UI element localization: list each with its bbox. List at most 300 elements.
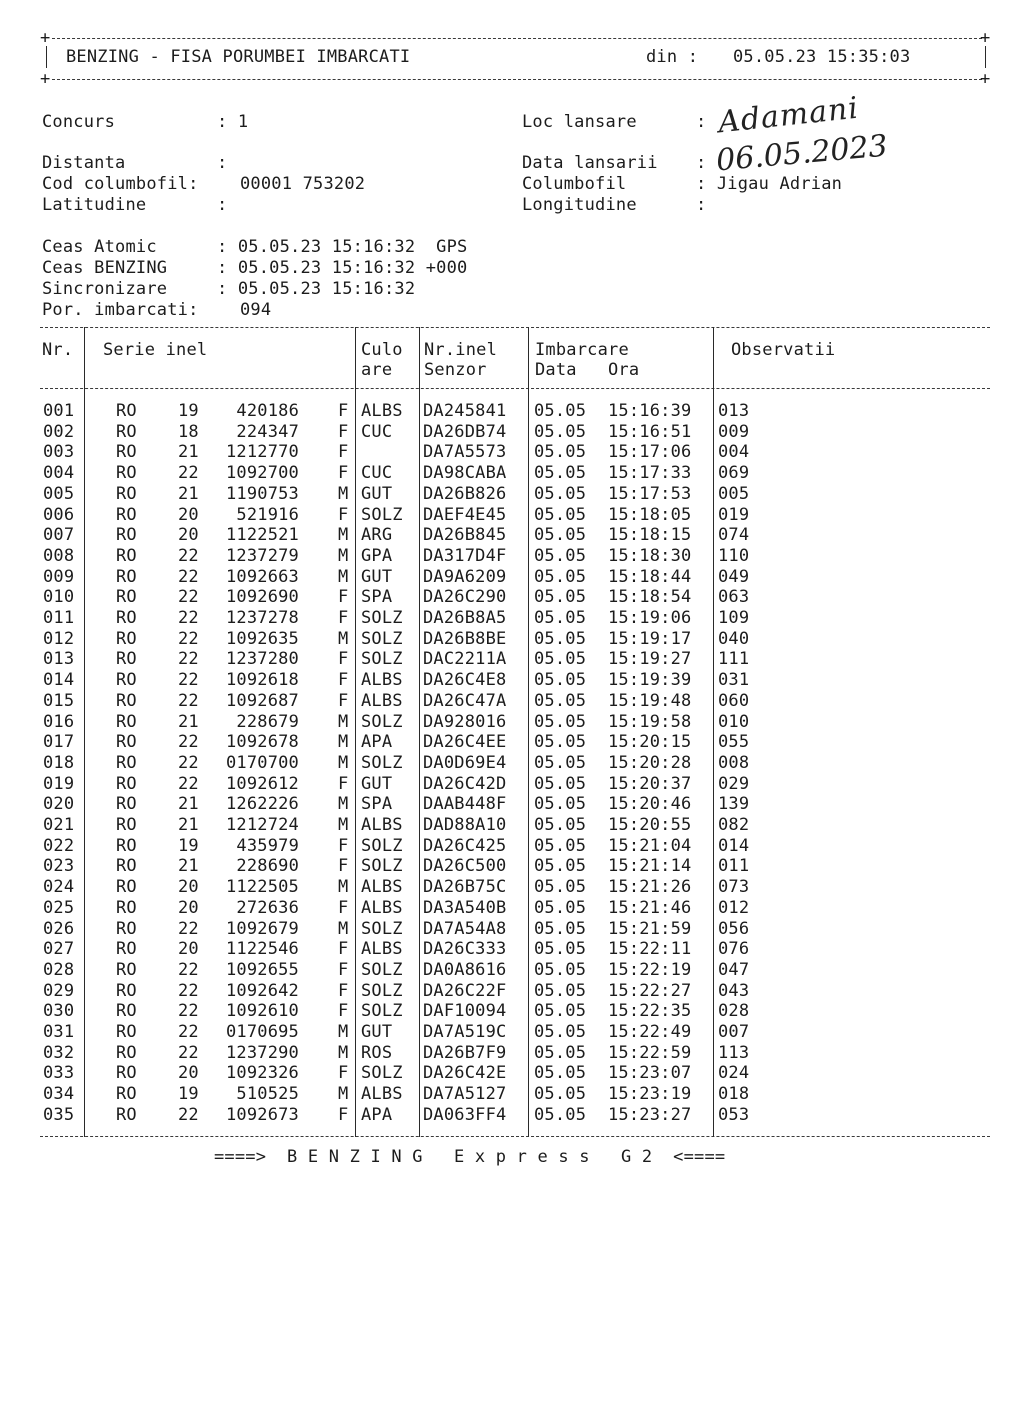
- row-sex: M: [338, 815, 349, 835]
- row-ring-number: 435979: [236, 835, 299, 856]
- latitudine-value: :: [217, 195, 228, 215]
- concurs-value: : 1: [217, 112, 249, 132]
- row-nr: 028: [43, 959, 75, 980]
- col-header-serie-inel: Serie inel: [103, 340, 208, 360]
- columbofil-label: Columbofil: [522, 174, 627, 194]
- row-sex: F: [338, 959, 349, 980]
- row-time: 15:19:27: [608, 649, 692, 670]
- row-country: RO: [116, 442, 137, 463]
- row-date: 05.05: [534, 835, 587, 856]
- row-color: ARG: [361, 525, 393, 546]
- porumbei-imbarcati-label: Por. imbarcati:: [42, 300, 199, 320]
- row-obs: 013: [718, 401, 750, 421]
- row-country: RO: [116, 1001, 137, 1022]
- row-ring-number: 1092635: [225, 628, 299, 649]
- row-sex: F: [338, 773, 349, 794]
- row-date: 05.05: [534, 690, 587, 711]
- loc-lansare-label: Loc lansare: [522, 112, 637, 132]
- row-sensor: DA063FF4: [423, 1104, 507, 1125]
- row-time: 15:19:58: [608, 711, 692, 732]
- row-nr: 008: [43, 545, 75, 566]
- row-year: 20: [178, 877, 199, 898]
- row-ring-number: 0170700: [225, 752, 299, 773]
- row-ring-number: 1092663: [225, 566, 299, 587]
- row-year: 22: [178, 980, 199, 1001]
- row-obs: 014: [718, 835, 750, 856]
- cod-columbofil-label: Cod columbofil:: [42, 174, 199, 194]
- row-sex: M: [338, 794, 349, 815]
- row-country: RO: [116, 401, 137, 421]
- row-date: 05.05: [534, 959, 587, 980]
- row-nr: 020: [43, 794, 75, 815]
- row-ring-number: 1092700: [225, 463, 299, 484]
- row-sex: M: [338, 525, 349, 546]
- row-year: 21: [178, 711, 199, 732]
- footer-banner: ====> B E N Z I N G E x p r e s s G 2 <====: [214, 1147, 726, 1167]
- row-sensor: DA26B8A5: [423, 608, 507, 628]
- table-row: [0, 1043, 1024, 1064]
- row-sex: M: [338, 877, 349, 898]
- row-ring-number: 1190753: [225, 483, 299, 504]
- row-color: GUT: [361, 566, 393, 587]
- row-color: SOLZ: [361, 608, 403, 628]
- row-country: RO: [116, 587, 137, 608]
- table-row: [0, 898, 1024, 919]
- col-header-culoare: Culo: [361, 340, 403, 360]
- row-date: 05.05: [534, 670, 587, 691]
- row-ring-number: 224347: [236, 421, 299, 442]
- latitudine-label: Latitudine: [42, 195, 147, 215]
- concurs-label: Concurs: [42, 112, 116, 132]
- row-sex: M: [338, 1084, 349, 1105]
- row-sex: M: [338, 711, 349, 732]
- row-year: 21: [178, 856, 199, 877]
- row-sensor: DA26C290: [423, 587, 507, 608]
- row-ring-number: 1092642: [225, 980, 299, 1001]
- row-nr: 010: [43, 587, 75, 608]
- row-ring-number: 1092687: [225, 690, 299, 711]
- row-time: 15:21:46: [608, 897, 692, 918]
- row-date: 05.05: [534, 732, 587, 753]
- row-year: 21: [178, 794, 199, 815]
- row-obs: 043: [718, 980, 750, 1001]
- col-header-observatii: Observatii: [731, 340, 836, 360]
- row-date: 05.05: [534, 752, 587, 773]
- row-sensor: DA26C500: [423, 856, 507, 877]
- row-ring-number: 510525: [236, 1084, 299, 1105]
- row-date: 05.05: [534, 401, 587, 421]
- row-time: 15:17:33: [608, 463, 692, 484]
- row-sex: M: [338, 545, 349, 566]
- row-time: 15:20:15: [608, 732, 692, 753]
- row-sex: F: [338, 401, 349, 421]
- row-color: SOLZ: [361, 1063, 403, 1084]
- row-nr: 002: [43, 421, 75, 442]
- row-sensor: DA0D69E4: [423, 752, 507, 773]
- row-time: 15:21:04: [608, 835, 692, 856]
- row-country: RO: [116, 980, 137, 1001]
- row-sex: F: [338, 1063, 349, 1084]
- row-obs: 028: [718, 1001, 750, 1022]
- row-year: 22: [178, 773, 199, 794]
- row-color: ROS: [361, 1042, 393, 1063]
- row-color: SOLZ: [361, 980, 403, 1001]
- row-time: 15:18:15: [608, 525, 692, 546]
- row-obs: 082: [718, 815, 750, 835]
- row-ring-number: 1122505: [225, 877, 299, 898]
- row-ring-number: 272636: [236, 897, 299, 918]
- row-country: RO: [116, 1084, 137, 1105]
- row-ring-number: 1092610: [225, 1001, 299, 1022]
- row-obs: 113: [718, 1042, 750, 1063]
- row-sensor: DA26C425: [423, 835, 507, 856]
- row-nr: 007: [43, 525, 75, 546]
- row-sensor: DAC2211A: [423, 649, 507, 670]
- row-country: RO: [116, 815, 137, 835]
- row-color: ALBS: [361, 939, 403, 960]
- row-nr: 009: [43, 566, 75, 587]
- loc-lansare-handwritten: Adamani: [716, 90, 861, 141]
- row-obs: 029: [718, 773, 750, 794]
- row-time: 15:16:51: [608, 421, 692, 442]
- row-sensor: DA26C42E: [423, 1063, 507, 1084]
- row-country: RO: [116, 1022, 137, 1042]
- row-time: 15:23:27: [608, 1104, 692, 1125]
- row-time: 15:22:35: [608, 1001, 692, 1022]
- row-year: 20: [178, 939, 199, 960]
- row-year: 22: [178, 608, 199, 628]
- row-sensor: DA26C333: [423, 939, 507, 960]
- row-date: 05.05: [534, 483, 587, 504]
- row-color: APA: [361, 732, 393, 753]
- row-color: GUT: [361, 483, 393, 504]
- row-color: ALBS: [361, 670, 403, 691]
- row-ring-number: 1237279: [225, 545, 299, 566]
- row-nr: 035: [43, 1104, 75, 1125]
- table-row: [0, 919, 1024, 940]
- row-year: 22: [178, 1042, 199, 1063]
- row-sex: F: [338, 897, 349, 918]
- row-country: RO: [116, 421, 137, 442]
- row-ring-number: 1237280: [225, 649, 299, 670]
- porumbei-imbarcati-value: 094: [240, 300, 272, 320]
- row-obs: 018: [718, 1084, 750, 1105]
- longitudine-value: :: [696, 195, 707, 215]
- row-year: 22: [178, 566, 199, 587]
- row-ring-number: 228690: [236, 856, 299, 877]
- row-nr: 034: [43, 1084, 75, 1105]
- page-title: BENZING - FISA PORUMBEI IMBARCATI: [66, 47, 411, 67]
- row-color: SOLZ: [361, 628, 403, 649]
- table-row: [0, 753, 1024, 774]
- row-time: 15:22:11: [608, 939, 692, 960]
- row-nr: 029: [43, 980, 75, 1001]
- row-country: RO: [116, 897, 137, 918]
- row-year: 22: [178, 918, 199, 939]
- row-time: 15:18:54: [608, 587, 692, 608]
- row-year: 22: [178, 649, 199, 670]
- row-country: RO: [116, 959, 137, 980]
- row-obs: 011: [718, 856, 750, 877]
- row-date: 05.05: [534, 421, 587, 442]
- table-row: [0, 608, 1024, 629]
- table-row: [0, 546, 1024, 567]
- row-date: 05.05: [534, 856, 587, 877]
- row-date: 05.05: [534, 794, 587, 815]
- row-sensor: DA26B7F9: [423, 1042, 507, 1063]
- row-time: 15:23:07: [608, 1063, 692, 1084]
- row-date: 05.05: [534, 815, 587, 835]
- row-sex: F: [338, 690, 349, 711]
- row-country: RO: [116, 690, 137, 711]
- row-country: RO: [116, 525, 137, 546]
- din-timestamp: 05.05.23 15:35:03: [733, 47, 911, 67]
- row-color: SOLZ: [361, 959, 403, 980]
- row-obs: 009: [718, 421, 750, 442]
- ceas-benzing-value: : 05.05.23 15:16:32 +000: [217, 258, 468, 278]
- row-sensor: DA26B826: [423, 483, 507, 504]
- row-country: RO: [116, 504, 137, 525]
- row-sex: M: [338, 1042, 349, 1063]
- row-color: ALBS: [361, 897, 403, 918]
- header-bottom-border-end: +: [980, 69, 991, 89]
- row-color: GPA: [361, 545, 393, 566]
- row-nr: 003: [43, 442, 75, 463]
- row-year: 22: [178, 1022, 199, 1042]
- row-obs: 007: [718, 1022, 750, 1042]
- row-country: RO: [116, 711, 137, 732]
- row-year: 20: [178, 1063, 199, 1084]
- row-sensor: DA26B845: [423, 525, 507, 546]
- row-year: 22: [178, 1001, 199, 1022]
- row-sex: M: [338, 752, 349, 773]
- row-obs: 019: [718, 504, 750, 525]
- row-country: RO: [116, 483, 137, 504]
- row-date: 05.05: [534, 608, 587, 628]
- row-sensor: DA98CABA: [423, 463, 507, 484]
- row-year: 20: [178, 525, 199, 546]
- row-sensor: DA26B8BE: [423, 628, 507, 649]
- row-sensor: DAD88A10: [423, 815, 507, 835]
- row-obs: 060: [718, 690, 750, 711]
- row-country: RO: [116, 732, 137, 753]
- row-color: SOLZ: [361, 711, 403, 732]
- row-sensor: DA3A540B: [423, 897, 507, 918]
- table-row: [0, 732, 1024, 753]
- row-sex: F: [338, 442, 349, 463]
- row-country: RO: [116, 463, 137, 484]
- row-year: 22: [178, 690, 199, 711]
- table-row: [0, 1063, 1024, 1084]
- row-date: 05.05: [534, 545, 587, 566]
- header-top-border-end: +: [980, 28, 991, 48]
- table-row: [0, 1022, 1024, 1043]
- row-obs: 053: [718, 1104, 750, 1125]
- row-year: 18: [178, 421, 199, 442]
- row-year: 22: [178, 463, 199, 484]
- row-obs: 109: [718, 608, 750, 628]
- row-time: 15:21:26: [608, 877, 692, 898]
- row-time: 15:22:49: [608, 1022, 692, 1042]
- row-year: 19: [178, 401, 199, 421]
- row-sex: F: [338, 649, 349, 670]
- row-sex: M: [338, 628, 349, 649]
- row-ring-number: 1237278: [225, 608, 299, 628]
- row-obs: 069: [718, 463, 750, 484]
- data-lansarii-sep: :: [696, 153, 707, 173]
- row-date: 05.05: [534, 504, 587, 525]
- row-ring-number: 420186: [236, 401, 299, 421]
- row-nr: 004: [43, 463, 75, 484]
- row-color: SOLZ: [361, 1001, 403, 1022]
- row-sex: M: [338, 566, 349, 587]
- row-date: 05.05: [534, 649, 587, 670]
- row-country: RO: [116, 773, 137, 794]
- row-obs: 111: [718, 649, 750, 670]
- row-year: 22: [178, 1104, 199, 1125]
- row-date: 05.05: [534, 628, 587, 649]
- row-sensor: DA245841: [423, 401, 507, 421]
- row-country: RO: [116, 628, 137, 649]
- row-country: RO: [116, 1042, 137, 1063]
- ceas-atomic-value: : 05.05.23 15:16:32 GPS: [217, 237, 468, 257]
- table-row: [0, 401, 1024, 422]
- row-sex: F: [338, 504, 349, 525]
- row-time: 15:17:06: [608, 442, 692, 463]
- row-date: 05.05: [534, 566, 587, 587]
- row-sensor: DA7A54A8: [423, 918, 507, 939]
- header-right-bar: [985, 46, 986, 68]
- col-header-data: Data: [535, 360, 577, 380]
- row-time: 15:20:55: [608, 815, 692, 835]
- cod-columbofil-value: 00001 753202: [240, 174, 366, 194]
- row-time: 15:21:14: [608, 856, 692, 877]
- row-color: GUT: [361, 773, 393, 794]
- row-time: 15:19:48: [608, 690, 692, 711]
- row-sensor: DA7A5127: [423, 1084, 507, 1105]
- row-nr: 012: [43, 628, 75, 649]
- row-year: 22: [178, 752, 199, 773]
- row-sex: F: [338, 939, 349, 960]
- row-sensor: DA317D4F: [423, 545, 507, 566]
- table-row: [0, 794, 1024, 815]
- row-nr: 025: [43, 897, 75, 918]
- table-row: [0, 691, 1024, 712]
- row-sensor: DA9A6209: [423, 566, 507, 587]
- row-nr: 013: [43, 649, 75, 670]
- row-date: 05.05: [534, 587, 587, 608]
- col-header-nr: Nr.: [42, 340, 74, 360]
- row-time: 15:19:39: [608, 670, 692, 691]
- row-time: 15:18:44: [608, 566, 692, 587]
- col-header-senzor: Senzor: [424, 360, 487, 380]
- row-sex: F: [338, 856, 349, 877]
- row-date: 05.05: [534, 1042, 587, 1063]
- row-country: RO: [116, 918, 137, 939]
- row-sex: F: [338, 608, 349, 628]
- row-color: SOLZ: [361, 752, 403, 773]
- row-obs: 076: [718, 939, 750, 960]
- table-row: [0, 1001, 1024, 1022]
- row-obs: 074: [718, 525, 750, 546]
- row-country: RO: [116, 752, 137, 773]
- row-obs: 031: [718, 670, 750, 691]
- row-year: 19: [178, 835, 199, 856]
- row-country: RO: [116, 939, 137, 960]
- row-country: RO: [116, 649, 137, 670]
- table-row: [0, 484, 1024, 505]
- row-country: RO: [116, 877, 137, 898]
- row-date: 05.05: [534, 442, 587, 463]
- ceas-atomic-label: Ceas Atomic: [42, 237, 157, 257]
- row-sensor: DA0A8616: [423, 959, 507, 980]
- table-row: [0, 774, 1024, 795]
- din-label: din :: [646, 47, 699, 67]
- row-sex: M: [338, 732, 349, 753]
- row-obs: 004: [718, 442, 750, 463]
- header-bottom-rule: [52, 79, 982, 80]
- row-country: RO: [116, 1104, 137, 1125]
- row-sensor: DA928016: [423, 711, 507, 732]
- table-row: [0, 877, 1024, 898]
- row-year: 22: [178, 959, 199, 980]
- table-row: [0, 649, 1024, 670]
- row-date: 05.05: [534, 897, 587, 918]
- row-sensor: DA26C47A: [423, 690, 507, 711]
- row-sensor: DA7A5573: [423, 442, 507, 463]
- row-nr: 027: [43, 939, 75, 960]
- row-time: 15:21:59: [608, 918, 692, 939]
- row-obs: 110: [718, 545, 750, 566]
- row-time: 15:18:30: [608, 545, 692, 566]
- row-country: RO: [116, 835, 137, 856]
- row-nr: 015: [43, 690, 75, 711]
- row-time: 15:17:53: [608, 483, 692, 504]
- row-date: 05.05: [534, 1001, 587, 1022]
- row-country: RO: [116, 566, 137, 587]
- row-date: 05.05: [534, 980, 587, 1001]
- row-date: 05.05: [534, 773, 587, 794]
- row-country: RO: [116, 608, 137, 628]
- table-row: [0, 567, 1024, 588]
- row-nr: 032: [43, 1042, 75, 1063]
- row-country: RO: [116, 856, 137, 877]
- row-year: 20: [178, 504, 199, 525]
- row-sex: M: [338, 1022, 349, 1042]
- row-ring-number: 1262226: [225, 794, 299, 815]
- row-color: SOLZ: [361, 649, 403, 670]
- row-sensor: DAF10094: [423, 1001, 507, 1022]
- row-nr: 001: [43, 401, 75, 421]
- row-ring-number: 1212724: [225, 815, 299, 835]
- row-sex: M: [338, 483, 349, 504]
- row-color: SOLZ: [361, 856, 403, 877]
- row-date: 05.05: [534, 711, 587, 732]
- row-time: 15:22:59: [608, 1042, 692, 1063]
- row-nr: 023: [43, 856, 75, 877]
- row-obs: 005: [718, 483, 750, 504]
- row-obs: 073: [718, 877, 750, 898]
- data-lansarii-handwritten: 06.05.2023: [714, 128, 889, 179]
- row-nr: 033: [43, 1063, 75, 1084]
- row-color: SOLZ: [361, 918, 403, 939]
- row-obs: 063: [718, 587, 750, 608]
- header-left-bar: [46, 46, 47, 68]
- row-obs: 047: [718, 959, 750, 980]
- row-time: 15:23:19: [608, 1084, 692, 1105]
- row-ring-number: 1092612: [225, 773, 299, 794]
- distanta-value: :: [217, 153, 228, 173]
